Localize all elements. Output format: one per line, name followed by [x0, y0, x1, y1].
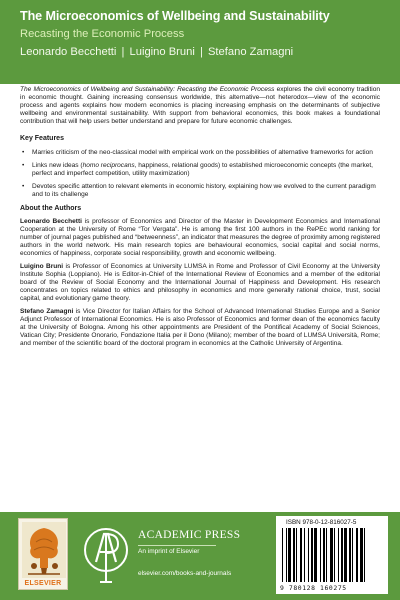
barcode-bar — [286, 528, 287, 582]
barcode-bar — [356, 528, 358, 582]
bio-author-name: Stefano Zamagni — [20, 308, 74, 316]
cover-footer-band — [0, 512, 400, 600]
barcode-bar — [293, 528, 295, 582]
barcode-bar — [314, 528, 317, 582]
key-features-list — [20, 149, 380, 199]
cover-header-band — [0, 0, 400, 84]
elsevier-tree-logo-icon — [22, 522, 66, 578]
bullet-icon: • — [22, 183, 25, 191]
author-name: Luigino Bruni — [129, 46, 195, 58]
barcode-bar — [323, 528, 325, 582]
barcode-bar — [300, 528, 302, 582]
intro-text: explores the civil economy tradition in economic thought. Gaining increasing consensus worldwide, this alternative—not heterodox—view of the economic process and agents explains how modern economics is placing increasing emphasis on the determinants of subjective wellbeing and environmental sustainability. With support from behavioral economics, this book makes a foundational contribution that will help users better understand and prepare for future economic challenges. — [20, 86, 380, 126]
barcode-bar — [341, 528, 343, 582]
barcode-bar — [360, 528, 363, 582]
academic-press-wordmark: ACADEMIC PRESS — [138, 529, 241, 541]
elsevier-wordmark: ELSEVIER — [24, 580, 62, 587]
imprint-line: An imprint of Elsevier — [138, 548, 200, 555]
author-name: Stefano Zamagni — [207, 46, 294, 58]
bio-author-name: Leonardo Becchetti — [20, 217, 82, 225]
elsevier-logo — [18, 518, 68, 590]
barcode-bar — [320, 528, 321, 582]
author-separator: | — [121, 46, 125, 58]
barcode-bar — [311, 528, 313, 582]
author-name: Leonardo Becchetti — [20, 46, 117, 58]
book-subtitle: Recasting the Economic Process — [20, 28, 185, 40]
barcode-bar — [352, 528, 353, 582]
back-cover-text — [20, 86, 380, 348]
barcode-panel — [276, 516, 388, 594]
barcode-bar — [364, 528, 365, 582]
isbn-label: ISBN 978-0-12-816027-5 — [286, 519, 357, 526]
about-authors-heading: About the Authors — [20, 204, 82, 212]
author-bio: Leonardo Becchetti is professor of Economics and Director of the Master in Development Economics and International Cooperation at the University of Rome “Tor Vergata”. He is among the first 100 authors in the RePEc world ranking for number of journal pages published and “betweenness”, an indicator that measures the degree of proximity among registered authors in the world network. His main research topics are behavioural economics, social capital and social norms, economics of happiness, corporate social responsibility, growth and economic wellbeing. — [20, 217, 380, 257]
author-bio: Stefano Zamagni is Vice Director for Italian Affairs for the School of Advanced International Studies Europe and a Senior Adjunct Professor of International Economics. He is also Professor of Economics and former dean of the economics faculty at the University of Bologna. Among his other appointments are President of the Pontifical Academy of Social Sciences, Vatican City; Presidente Onorario, Fondazione Italia per il Dono (Milano); member of the board of LUMSA Università, Rome; and member of the scientific board of the doctoral program in economics at the Catholic University of Argentina. — [20, 308, 380, 348]
isbn-barcode-icon — [282, 528, 382, 582]
barcode-bar — [308, 528, 309, 582]
intro-book-title: The Microeconomics of Wellbeing and Sustainability: Recasting the Economic Process — [20, 86, 275, 93]
bullet-icon: • — [22, 162, 25, 170]
author-bio: Luigino Bruni is Professor of Economics at University LUMSA in Rome and Professor of Civil Economy at the University Institute Sophia (Loppiano). He is Editor-in-Chief of the International Review of Economics and a member of the editorial board of the Review of Social Economy and the International Journal of Happiness and Development. His research concentrates on topics related to ethics and philosophy in economics and more generally rational choice, trust, social capital, and evolutionary game theory. — [20, 262, 381, 302]
author-separator: | — [199, 46, 203, 58]
academic-press-ap-logo-icon — [82, 520, 130, 590]
barcode-bar — [349, 528, 351, 582]
publisher-url: elsevier.com/books-and-journals — [138, 570, 232, 577]
intro-paragraph — [20, 86, 380, 126]
barcode-bar — [338, 528, 339, 582]
list-item: • Links new ideas (homo reciprocans, happiness, relational goods) to established microeconomic concepts (the market, perfect and imperfect competition, utility maximization) — [22, 162, 373, 178]
barcode-bar — [326, 528, 327, 582]
barcode-bar — [288, 528, 291, 582]
bullet-icon: • — [22, 149, 25, 157]
barcode-bar — [304, 528, 305, 582]
book-title: The Microeconomics of Wellbeing and Sustainability — [20, 9, 330, 23]
bio-author-name: Luigino Bruni — [20, 262, 64, 270]
barcode-bar — [296, 528, 297, 582]
barcode-bar — [330, 528, 333, 582]
author-line — [20, 45, 380, 59]
barcode-bar — [282, 528, 283, 582]
barcode-digits: 9 780128 160275 — [280, 584, 347, 592]
list-item: • Marries criticism of the neo-classical model with empirical work on the possibilities of alternative frameworks for action — [22, 149, 373, 157]
key-features-heading: Key Features — [20, 135, 64, 143]
barcode-bar — [334, 528, 335, 582]
publisher-divider — [138, 545, 216, 546]
barcode-bar — [344, 528, 347, 582]
list-item: • Devotes specific attention to relevant elements in economic history, explaining how we evolved to the current paradigm and to its challenge — [22, 183, 376, 199]
